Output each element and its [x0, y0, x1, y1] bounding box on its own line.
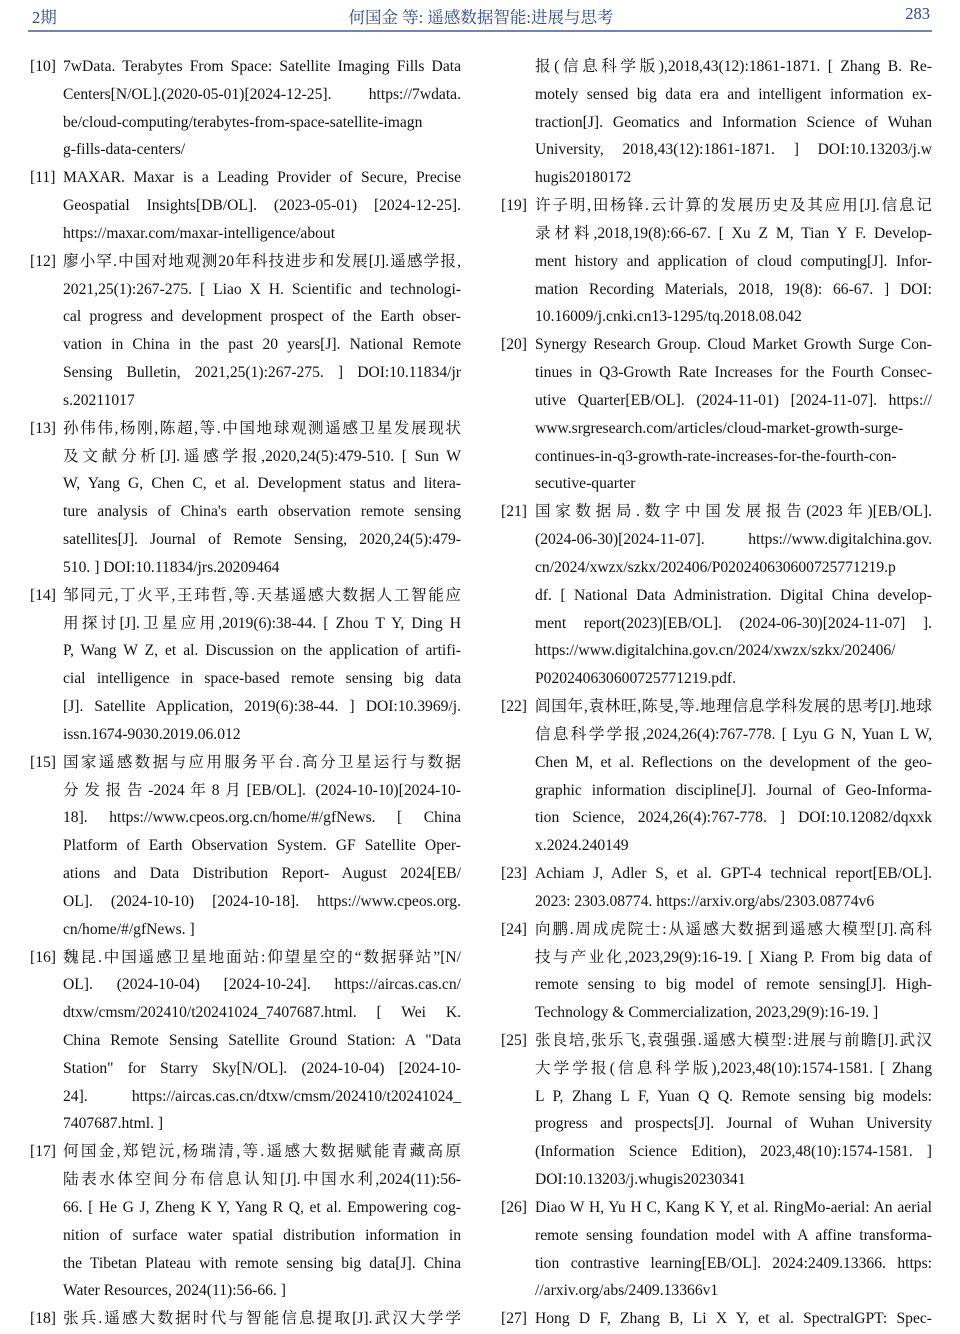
reference-line: 陆表水体空间分布信息认知[J].中国水利,2024(11):56-	[63, 1171, 461, 1189]
reference-line: s.20211017	[63, 391, 135, 409]
reference-line: P020240630600725771219.pdf.	[535, 670, 736, 688]
reference-number: [21]	[501, 503, 527, 521]
reference-entry	[501, 331, 932, 498]
reference-line: https://www.digitalchina.gov.cn/2024/xwzx/szkx/202406/	[535, 642, 896, 660]
reference-line: www.srgresearch.com/articles/cloud-market-growth-surge-	[535, 419, 904, 437]
reference-line: 国家遥感数据与应用服务平台.高分卫星运行与数据	[63, 753, 461, 771]
reference-number: [19]	[501, 197, 527, 215]
reference-entry	[30, 1138, 461, 1305]
reference-line: ment report(2023)[EB/OL]. (2024-06-30)[2024-11-07] ].	[535, 614, 932, 632]
reference-number: [26]	[501, 1198, 527, 1216]
reference-line: (Information Science Edition), 2023,48(10):1574-1581. ]	[535, 1143, 932, 1161]
reference-line: 18]. https://www.cpeos.org.cn/home/#/gfNews. [ China	[63, 809, 461, 827]
reference-line: cial intelligence in space-based remote sensing big data	[63, 670, 461, 688]
reference-line: ations and Data Distribution Report- August 2024[EB/	[63, 865, 461, 883]
reference-line: cal progress and development prospect of the Earth obser-	[63, 308, 461, 326]
reference-number: [22]	[501, 698, 527, 716]
reference-entry	[501, 1194, 932, 1305]
reference-line: Achiam J, Adler S, et al. GPT-4 technical report[EB/OL].	[535, 865, 932, 883]
reference-line: 廖小罕.中国对地观测20年科技进步和发展[J].遥感学报,	[63, 252, 461, 270]
reference-line: satellites[J]. Journal of Remote Sensing, 2020,24(5):479-	[63, 531, 461, 549]
reference-line: cn/home/#/gfNews. ]	[63, 920, 195, 938]
reference-line: Diao W H, Yu H C, Kang K Y, et al. RingMo-aerial: An aerial	[535, 1198, 932, 1216]
reference-entry	[501, 693, 932, 860]
reference-line: 魏昆.中国遥感卫星地面站:仰望星空的“数据驿站”[N/	[63, 948, 461, 966]
reference-number: [24]	[501, 920, 527, 938]
reference-number: [12]	[30, 252, 56, 270]
reference-line: Hong D F, Zhang B, Li X Y, et al. SpectralGPT: Spec-	[535, 1310, 932, 1328]
reference-line: 66. [ He G J, Zheng K Y, Yang R Q, et al. Empowering cog-	[63, 1198, 461, 1216]
reference-number: [11]	[30, 169, 56, 187]
running-title: 何国金 等: 遥感数据智能:进展与思考	[348, 8, 614, 27]
reference-line: remote sensing foundation model with A affine transforma-	[535, 1226, 932, 1244]
reference-line: 张良培,张乐飞,袁强强.遥感大模型:进展与前瞻[J].武汉	[535, 1031, 932, 1049]
reference-entry	[30, 944, 461, 1139]
reference-line: ture analysis of China's earth observation remote sensing	[63, 503, 461, 521]
reference-line: 510. ] DOI:10.11834/jrs.20209464	[63, 558, 280, 576]
header-rule	[28, 30, 932, 32]
reference-line: cn/2024/xwzx/szkx/202406/P020240630600725771219.p	[535, 558, 896, 576]
reference-number: [23]	[501, 865, 527, 883]
reference-line: mation Recording Materials, 2018, 19(8): 66-67. ] DOI:	[535, 280, 932, 298]
reference-number: [27]	[501, 1310, 527, 1328]
reference-line: Centers[N/OL].(2020-05-01)[2024-12-25]. https://7wdata.	[63, 85, 461, 103]
reference-line: 邹同元,丁火平,王玮哲,等.天基遥感大数据人工智能应	[63, 586, 461, 604]
issue-number: 2期	[32, 8, 57, 27]
reference-entry	[501, 53, 932, 192]
reference-line: Sensing Bulletin, 2021,25(1):267-275. ] DOI:10.11834/jr	[63, 364, 461, 382]
reference-line: be/cloud-computing/terabytes-from-space-satellite-imagn	[63, 113, 423, 131]
reference-line: L P, Zhang L F, Yuan Q Q. Remote sensing big models:	[535, 1087, 932, 1105]
reference-entry	[501, 1305, 932, 1333]
reference-line: 分发报告-2024年8月[EB/OL]. (2024-10-10)[2024-10-	[63, 781, 461, 799]
reference-line: //arxiv.org/abs/2409.13366v1	[535, 1282, 719, 1300]
reference-number: [14]	[30, 586, 56, 604]
reference-line: 张兵.遥感大数据时代与智能信息提取[J].武汉大学学	[63, 1310, 461, 1328]
reference-line: secutive-quarter	[535, 475, 636, 493]
reference-line: graphic information discipline[J]. Journal of Geo-Informa-	[535, 781, 932, 799]
reference-entry	[501, 1027, 932, 1194]
reference-line: dtxw/cmsm/202410/t20241024_7407687.html. [ Wei K.	[63, 1004, 461, 1022]
reference-line: 向鹏.周成虎院士:从遥感大数据到遥感大模型[J].高科	[535, 920, 932, 938]
reference-line: OL]. (2024-10-10) [2024-10-18]. https://www.cpeos.org.	[63, 892, 461, 910]
reference-line: Station" for Starry Sky[N/OL]. (2024-10-04) [2024-10-	[63, 1059, 461, 1077]
reference-line: 10.16009/j.cnki.cn13-1295/tq.2018.08.042	[535, 308, 802, 326]
page-number: 283	[905, 4, 930, 23]
reference-entry	[30, 582, 461, 749]
reference-line: 7wData. Terabytes From Space: Satellite Imaging Fills Data	[63, 58, 461, 75]
reference-entry	[30, 749, 461, 944]
reference-line: the Tibetan Plateau with remote sensing big data[J]. China	[63, 1254, 461, 1272]
reference-line: progress and prospects[J]. Journal of Wuhan University	[535, 1115, 932, 1133]
reference-line: Platform of Earth Observation System. GF Satellite Oper-	[63, 837, 461, 855]
reference-line: 何国金,郑铠沅,杨瑞清,等.遥感大数据赋能青藏高原	[63, 1143, 461, 1161]
reference-line: tion Science, 2024,26(4):767-778. ] DOI:10.12082/dqxxk	[535, 809, 932, 827]
reference-line: continues-in-q3-growth-rate-increases-for-the-fourth-con-	[535, 447, 897, 465]
reference-number: [13]	[30, 419, 56, 437]
reference-number: [10]	[30, 58, 56, 75]
reference-line: Water Resources, 2024(11):56-66. ]	[63, 1282, 286, 1300]
reference-number: [16]	[30, 948, 56, 966]
reference-line: Chen M, et al. Reflections on the development of the geo-	[535, 753, 932, 771]
reference-line: motely sensed big data era and intelligent information ex-	[535, 85, 932, 103]
reference-line: 录材料,2018,19(8):66-67. [ Xu Z M, Tian Y F. Develop-	[535, 224, 932, 242]
reference-number: [17]	[30, 1143, 56, 1161]
reference-line: tion contrastive learning[EB/OL]. 2024:2409.13366. https:	[535, 1254, 932, 1272]
reference-entry	[501, 192, 932, 331]
reference-line: 7407687.html. ]	[63, 1115, 164, 1133]
reference-number: [25]	[501, 1031, 527, 1049]
reference-line: 24]. https://aircas.cas.cn/dtxw/cmsm/202410/t20241024_	[63, 1087, 461, 1105]
reference-entry	[501, 916, 932, 1027]
reference-line: 大学学报(信息科学版),2023,48(10):1574-1581. [ Zhang	[535, 1059, 932, 1077]
reference-line: Technology & Commercialization, 2023,29(9):16-19. ]	[535, 1004, 879, 1022]
reference-line: DOI:10.13203/j.whugis20230341	[535, 1171, 746, 1189]
reference-number: [15]	[30, 753, 56, 771]
reference-line: ment history and application of cloud computing[J]. Infor-	[535, 252, 932, 270]
reference-entry	[30, 1305, 461, 1333]
reference-line: 闾国年,袁林旺,陈旻,等.地理信息学科发展的思考[J].地球	[535, 698, 932, 716]
reference-line: x.2024.240149	[535, 837, 629, 855]
reference-line: traction[J]. Geomatics and Information Science of Wuhan	[535, 113, 932, 131]
reference-entry	[501, 498, 932, 693]
reference-number: [18]	[30, 1310, 56, 1328]
reference-line: Geospatial Insights[DB/OL]. (2023-05-01) [2024-12-25].	[63, 197, 461, 215]
reference-line: OL]. (2024-10-04) [2024-10-24]. https://aircas.cas.cn/	[63, 976, 461, 994]
reference-line: 孙伟伟,杨刚,陈超,等.中国地球观测遥感卫星发展现状	[63, 419, 461, 437]
reference-line: 2021,25(1):267-275. [ Liao X H. Scientific and technologi-	[63, 280, 461, 298]
reference-entry	[30, 53, 461, 164]
reference-line: 2023: 2303.08774. https://arxiv.org/abs/2303.08774v6	[535, 892, 875, 910]
reference-entry	[30, 164, 461, 247]
reference-line: hugis20180172	[535, 169, 632, 187]
reference-line: China Remote Sensing Satellite Ground Station: A "Data	[63, 1031, 461, 1049]
reference-number: [20]	[501, 336, 527, 354]
reference-line: MAXAR. Maxar is a Leading Provider of Secure, Precise	[63, 169, 461, 187]
reference-line: 技与产业化,2023,29(9):16-19. [ Xiang P. From big data of	[535, 948, 932, 966]
reference-line: 国家数据局.数字中国发展报告(2023年)[EB/OL].	[535, 503, 932, 521]
reference-line: W, Yang G, Chen C, et al. Development status and litera-	[63, 475, 461, 493]
reference-entry	[30, 248, 461, 415]
reference-line: utive Quarter[EB/OL]. (2024-11-01) [2024-11-07]. https://	[535, 391, 932, 409]
reference-line: Synergy Research Group. Cloud Market Growth Surge Con-	[535, 336, 932, 354]
reference-line: 信息科学学报,2024,26(4):767-778. [ Lyu G N, Yuan L W,	[535, 725, 932, 743]
reference-line: (2024-06-30)[2024-11-07]. https://www.digitalchina.gov.	[535, 531, 932, 549]
reference-line: df. [ National Data Administration. Digital China develop-	[535, 586, 932, 604]
reference-line: vation in China in the past 20 years[J]. National Remote	[63, 336, 461, 354]
reference-entry	[501, 860, 932, 916]
reference-line: nition of surface water spatial distribution information in	[63, 1226, 461, 1244]
reference-line: P, Wang W Z, et al. Discussion on the application of artifi-	[63, 642, 461, 660]
references-right-column	[501, 53, 932, 1333]
reference-line: 及文献分析[J].遥感学报,2020,24(5):479-510. [ Sun W	[63, 447, 461, 465]
reference-line: remote sensing to big model of remote sensing[J]. High-	[535, 976, 932, 994]
reference-line: 用探讨[J].卫星应用,2019(6):38-44. [ Zhou T Y, Ding H	[63, 614, 461, 632]
reference-line: tinues in Q3-Growth Rate Increases for the Fourth Consec-	[535, 364, 932, 382]
reference-line: 许子明,田杨锋.云计算的发展历史及其应用[J].信息记	[535, 197, 932, 215]
reference-line: g-fills-data-centers/	[63, 141, 186, 159]
reference-line: https://maxar.com/maxar-intelligence/about	[63, 224, 336, 242]
reference-line: 报(信息科学版),2018,43(12):1861-1871. [ Zhang B. Re-	[535, 58, 932, 75]
reference-entry	[30, 415, 461, 582]
running-header	[30, 4, 932, 28]
reference-line: issn.1674-9030.2019.06.012	[63, 725, 241, 743]
references-left-column	[30, 53, 461, 1333]
reference-line: University, 2018,43(12):1861-1871. ] DOI:10.13203/j.w	[535, 141, 932, 159]
reference-line: [J]. Satellite Application, 2019(6):38-44. ] DOI:10.3969/j.	[63, 698, 461, 716]
